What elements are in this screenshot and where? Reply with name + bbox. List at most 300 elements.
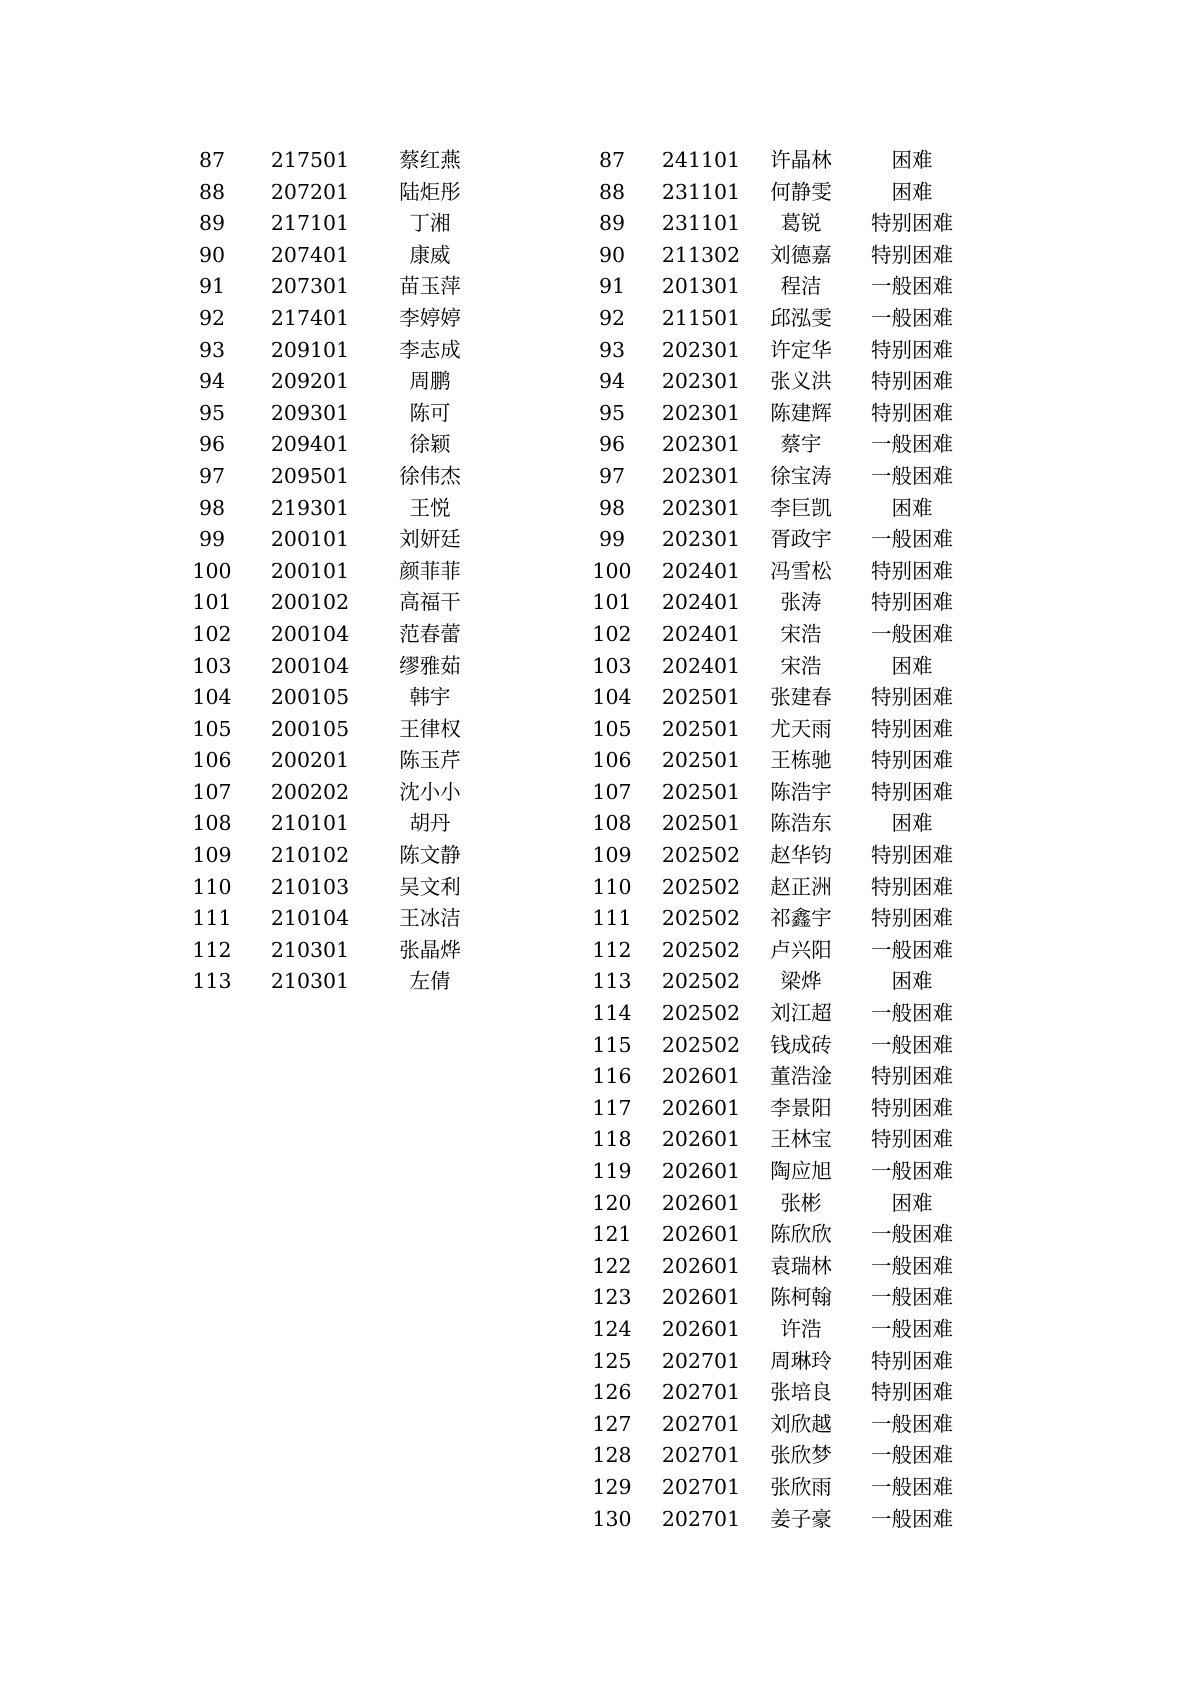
cell-name: 陆炬彤 <box>399 179 461 204</box>
cell-id: 202401 <box>661 653 741 678</box>
cell-level: 特别困难 <box>871 1064 953 1089</box>
cell-level: 一般困难 <box>871 1253 953 1278</box>
cell-no: 115 <box>592 1032 632 1057</box>
cell-id: 200202 <box>270 779 350 804</box>
cell-no: 89 <box>198 211 226 236</box>
cell-name: 徐伟杰 <box>399 463 461 488</box>
table-row <box>182 240 482 272</box>
right-roster-table <box>584 145 984 1535</box>
cell-id: 241101 <box>661 148 741 172</box>
table-row <box>584 998 984 1030</box>
table-row <box>584 208 984 240</box>
cell-name: 苗玉萍 <box>399 274 461 299</box>
table-row <box>182 177 482 209</box>
cell-id: 202701 <box>661 1380 741 1405</box>
cell-id: 202301 <box>661 369 741 394</box>
cell-level: 特别困难 <box>871 558 953 583</box>
table-row <box>182 587 482 619</box>
cell-name: 张欣雨 <box>770 1474 832 1499</box>
table-row <box>584 1124 984 1156</box>
table-row <box>584 1156 984 1188</box>
cell-no: 95 <box>198 400 226 425</box>
cell-level: 特别困难 <box>871 1380 953 1405</box>
table-row <box>584 524 984 556</box>
table-row <box>182 682 482 714</box>
cell-name: 葛锐 <box>780 211 822 236</box>
cell-no: 124 <box>592 1316 632 1341</box>
cell-level: 特别困难 <box>871 590 953 615</box>
table-row <box>182 366 482 398</box>
table-row <box>584 461 984 493</box>
cell-name: 钱成砖 <box>770 1032 832 1057</box>
cell-no: 110 <box>592 874 632 899</box>
cell-id: 209301 <box>270 400 350 425</box>
cell-no: 122 <box>592 1253 632 1278</box>
cell-level: 特别困难 <box>871 369 953 394</box>
table-row <box>584 177 984 209</box>
table-row <box>584 1061 984 1093</box>
cell-id: 209501 <box>270 463 350 488</box>
cell-id: 202502 <box>661 906 741 931</box>
cell-name: 蔡红燕 <box>399 148 461 172</box>
cell-no: 126 <box>592 1380 632 1405</box>
cell-id: 202502 <box>661 1032 741 1057</box>
cell-name: 吴文利 <box>399 874 461 899</box>
cell-level: 特别困难 <box>871 400 953 425</box>
cell-level: 一般困难 <box>871 1506 953 1531</box>
cell-name: 姜子豪 <box>770 1506 832 1531</box>
table-row <box>584 145 984 177</box>
table-row <box>584 1093 984 1125</box>
table-row <box>584 808 984 840</box>
table-row <box>182 208 482 240</box>
cell-name: 尤天雨 <box>770 716 832 741</box>
cell-no: 113 <box>592 969 632 994</box>
cell-no: 90 <box>598 242 626 267</box>
table-row <box>182 840 482 872</box>
cell-no: 87 <box>598 148 626 172</box>
table-row <box>584 872 984 904</box>
cell-id: 202501 <box>661 685 741 710</box>
cell-name: 陈浩宇 <box>770 779 832 804</box>
cell-no: 103 <box>592 653 632 678</box>
cell-name: 陈可 <box>409 400 451 425</box>
cell-no: 117 <box>592 1095 632 1120</box>
cell-name: 颜菲菲 <box>399 558 461 583</box>
cell-no: 89 <box>598 211 626 236</box>
cell-name: 陈欣欣 <box>770 1222 832 1247</box>
cell-level: 困难 <box>891 811 933 836</box>
table-row <box>584 1377 984 1409</box>
cell-name: 韩宇 <box>409 685 451 710</box>
cell-no: 99 <box>198 527 226 552</box>
cell-no: 90 <box>198 242 226 267</box>
cell-id: 209201 <box>270 369 350 394</box>
cell-id: 202501 <box>661 811 741 836</box>
cell-name: 赵华钧 <box>770 843 832 868</box>
cell-level: 特别困难 <box>871 685 953 710</box>
table-row <box>584 1251 984 1283</box>
table-row <box>182 903 482 935</box>
cell-name: 陈文静 <box>399 843 461 868</box>
cell-no: 99 <box>598 527 626 552</box>
cell-no: 97 <box>598 463 626 488</box>
cell-id: 202502 <box>661 937 741 962</box>
table-row <box>584 1409 984 1441</box>
cell-level: 特别困难 <box>871 843 953 868</box>
cell-no: 127 <box>592 1411 632 1436</box>
cell-level: 特别困难 <box>871 1095 953 1120</box>
cell-no: 100 <box>192 558 232 583</box>
cell-level: 一般困难 <box>871 1159 953 1183</box>
table-row <box>584 240 984 272</box>
cell-name: 胡丹 <box>409 811 451 836</box>
cell-id: 202401 <box>661 590 741 615</box>
cell-name: 范春蕾 <box>399 621 461 646</box>
cell-level: 一般困难 <box>871 305 953 330</box>
table-row <box>584 556 984 588</box>
cell-name: 王律权 <box>399 716 461 741</box>
cell-id: 202701 <box>661 1474 741 1499</box>
cell-id: 202301 <box>661 400 741 425</box>
cell-id: 207301 <box>270 274 350 299</box>
table-row <box>584 1472 984 1504</box>
cell-id: 200201 <box>270 748 350 773</box>
cell-name: 祁鑫宇 <box>770 906 832 931</box>
table-row <box>584 903 984 935</box>
cell-name: 许晶林 <box>770 148 832 172</box>
cell-no: 98 <box>198 495 226 520</box>
cell-no: 101 <box>192 590 232 615</box>
table-row <box>584 1188 984 1220</box>
cell-name: 许浩 <box>780 1316 822 1341</box>
cell-name: 王林宝 <box>770 1127 832 1152</box>
cell-name: 王悦 <box>409 495 451 520</box>
cell-no: 88 <box>598 179 626 204</box>
cell-id: 200105 <box>270 685 350 710</box>
cell-id: 200101 <box>270 527 350 552</box>
table-row <box>182 935 482 967</box>
table-row <box>584 1282 984 1314</box>
cell-no: 104 <box>592 685 632 710</box>
cell-name: 王栋驰 <box>770 748 832 773</box>
cell-no: 112 <box>592 937 632 962</box>
table-row <box>182 966 482 998</box>
table-row <box>182 872 482 904</box>
cell-id: 202701 <box>661 1506 741 1531</box>
table-row <box>584 1440 984 1472</box>
cell-id: 217501 <box>270 148 350 172</box>
table-row <box>584 619 984 651</box>
cell-level: 一般困难 <box>871 463 953 488</box>
table-row <box>182 461 482 493</box>
table-row <box>182 651 482 683</box>
cell-name: 陈浩东 <box>770 811 832 836</box>
cell-no: 97 <box>198 463 226 488</box>
cell-id: 202501 <box>661 716 741 741</box>
cell-no: 94 <box>598 369 626 394</box>
cell-no: 106 <box>592 748 632 773</box>
cell-name: 卢兴阳 <box>770 937 832 962</box>
cell-name: 刘欣越 <box>770 1411 832 1436</box>
cell-level: 困难 <box>891 179 933 204</box>
cell-no: 101 <box>592 590 632 615</box>
cell-no: 92 <box>198 305 226 330</box>
table-row <box>182 619 482 651</box>
cell-id: 200104 <box>270 653 350 678</box>
cell-level: 一般困难 <box>871 1443 953 1468</box>
left-roster-table <box>182 145 482 998</box>
right-roster-body <box>584 145 984 1535</box>
cell-id: 210101 <box>270 811 350 836</box>
cell-id: 217101 <box>270 211 350 236</box>
table-row <box>182 556 482 588</box>
cell-no: 113 <box>192 969 232 994</box>
cell-no: 102 <box>592 621 632 646</box>
cell-name: 何静雯 <box>770 179 832 204</box>
cell-id: 200104 <box>270 621 350 646</box>
cell-no: 108 <box>592 811 632 836</box>
table-row <box>584 840 984 872</box>
cell-name: 丁湘 <box>409 211 451 236</box>
cell-level: 特别困难 <box>871 906 953 931</box>
cell-id: 210301 <box>270 969 350 994</box>
cell-no: 128 <box>592 1443 632 1468</box>
table-row <box>584 651 984 683</box>
cell-id: 202601 <box>661 1159 741 1183</box>
cell-level: 特别困难 <box>871 748 953 773</box>
table-row <box>182 429 482 461</box>
cell-id: 202601 <box>661 1064 741 1089</box>
cell-no: 119 <box>592 1159 632 1183</box>
table-row <box>584 303 984 335</box>
cell-name: 王冰洁 <box>399 906 461 931</box>
cell-no: 88 <box>198 179 226 204</box>
cell-no: 130 <box>592 1506 632 1531</box>
cell-id: 202601 <box>661 1253 741 1278</box>
cell-id: 202701 <box>661 1443 741 1468</box>
table-row <box>584 1030 984 1062</box>
cell-no: 107 <box>592 779 632 804</box>
cell-no: 91 <box>598 274 626 299</box>
cell-no: 96 <box>198 432 226 457</box>
table-row <box>584 429 984 461</box>
cell-name: 沈小小 <box>399 779 461 804</box>
cell-no: 114 <box>592 1001 632 1026</box>
cell-id: 202301 <box>661 337 741 362</box>
cell-name: 李志成 <box>399 337 461 362</box>
cell-id: 202601 <box>661 1222 741 1247</box>
cell-no: 91 <box>198 274 226 299</box>
table-row <box>182 493 482 525</box>
cell-id: 211302 <box>661 242 741 267</box>
cell-id: 217401 <box>270 305 350 330</box>
cell-name: 张培良 <box>770 1380 832 1405</box>
cell-id: 202502 <box>661 843 741 868</box>
cell-no: 100 <box>592 558 632 583</box>
cell-id: 210103 <box>270 874 350 899</box>
cell-no: 109 <box>592 843 632 868</box>
table-row <box>182 271 482 303</box>
cell-level: 一般困难 <box>871 937 953 962</box>
cell-level: 一般困难 <box>871 1411 953 1436</box>
cell-name: 周鹏 <box>409 369 451 394</box>
cell-level: 一般困难 <box>871 274 953 299</box>
table-row <box>584 398 984 430</box>
cell-level: 特别困难 <box>871 1127 953 1152</box>
table-row <box>584 777 984 809</box>
table-row <box>584 1346 984 1378</box>
cell-id: 202301 <box>661 527 741 552</box>
cell-no: 118 <box>592 1127 632 1152</box>
table-row <box>584 682 984 714</box>
cell-level: 一般困难 <box>871 527 953 552</box>
cell-id: 202401 <box>661 558 741 583</box>
cell-name: 宋浩 <box>780 653 822 678</box>
cell-name: 康威 <box>409 242 451 267</box>
cell-no: 111 <box>592 906 632 931</box>
cell-id: 202601 <box>661 1190 741 1215</box>
cell-name: 赵正洲 <box>770 874 832 899</box>
table-row <box>584 587 984 619</box>
cell-id: 219301 <box>270 495 350 520</box>
cell-name: 刘妍廷 <box>399 527 461 552</box>
cell-level: 一般困难 <box>871 1032 953 1057</box>
cell-name: 蔡宇 <box>780 432 822 457</box>
table-row <box>584 966 984 998</box>
cell-id: 210102 <box>270 843 350 868</box>
table-row <box>584 1314 984 1346</box>
cell-name: 李景阳 <box>770 1095 832 1120</box>
table-row <box>584 1219 984 1251</box>
table-row <box>182 808 482 840</box>
cell-name: 董浩淦 <box>770 1064 832 1089</box>
cell-no: 125 <box>592 1348 632 1373</box>
cell-id: 202601 <box>661 1316 741 1341</box>
cell-name: 刘德嘉 <box>770 242 832 267</box>
cell-name: 张欣梦 <box>770 1443 832 1468</box>
cell-no: 123 <box>592 1285 632 1310</box>
cell-id: 202601 <box>661 1127 741 1152</box>
cell-id: 201301 <box>661 274 741 299</box>
cell-no: 107 <box>192 779 232 804</box>
cell-id: 210104 <box>270 906 350 931</box>
cell-level: 特别困难 <box>871 874 953 899</box>
cell-no: 105 <box>192 716 232 741</box>
table-row <box>182 335 482 367</box>
cell-no: 108 <box>192 811 232 836</box>
cell-level: 一般困难 <box>871 621 953 646</box>
table-row <box>182 745 482 777</box>
cell-level: 一般困难 <box>871 432 953 457</box>
cell-id: 202502 <box>661 1001 741 1026</box>
cell-level: 一般困难 <box>871 1316 953 1341</box>
cell-name: 冯雪松 <box>770 558 832 583</box>
cell-name: 许定华 <box>770 337 832 362</box>
cell-no: 105 <box>592 716 632 741</box>
cell-no: 87 <box>198 148 226 172</box>
cell-id: 209101 <box>270 337 350 362</box>
cell-id: 202301 <box>661 432 741 457</box>
cell-name: 胥政宇 <box>770 527 832 552</box>
cell-no: 102 <box>192 621 232 646</box>
cell-id: 210301 <box>270 937 350 962</box>
cell-level: 特别困难 <box>871 211 953 236</box>
cell-no: 109 <box>192 843 232 868</box>
cell-no: 112 <box>192 937 232 962</box>
cell-level: 特别困难 <box>871 337 953 362</box>
table-row <box>182 303 482 335</box>
cell-no: 120 <box>592 1190 632 1215</box>
cell-id: 202601 <box>661 1095 741 1120</box>
cell-id: 211501 <box>661 305 741 330</box>
cell-level: 一般困难 <box>871 1474 953 1499</box>
cell-id: 231101 <box>661 211 741 236</box>
cell-no: 93 <box>598 337 626 362</box>
cell-no: 106 <box>192 748 232 773</box>
cell-name: 张涛 <box>780 590 822 615</box>
table-row <box>584 271 984 303</box>
cell-name: 缪雅茹 <box>399 653 461 678</box>
cell-id: 202301 <box>661 463 741 488</box>
cell-level: 特别困难 <box>871 779 953 804</box>
cell-no: 98 <box>598 495 626 520</box>
cell-level: 困难 <box>891 495 933 520</box>
cell-name: 高福干 <box>399 590 461 615</box>
table-row <box>584 714 984 746</box>
cell-no: 93 <box>198 337 226 362</box>
cell-no: 104 <box>192 685 232 710</box>
cell-name: 宋浩 <box>780 621 822 646</box>
cell-no: 103 <box>192 653 232 678</box>
table-row <box>182 777 482 809</box>
cell-id: 202401 <box>661 621 741 646</box>
cell-level: 一般困难 <box>871 1285 953 1310</box>
table-row <box>182 145 482 177</box>
cell-name: 刘江超 <box>770 1001 832 1026</box>
cell-id: 200102 <box>270 590 350 615</box>
cell-name: 徐颖 <box>409 432 451 457</box>
cell-no: 121 <box>592 1222 632 1247</box>
cell-name: 陶应旭 <box>770 1159 832 1183</box>
cell-name: 梁烨 <box>780 969 822 994</box>
cell-name: 袁瑞林 <box>770 1253 832 1278</box>
table-row <box>182 524 482 556</box>
table-row <box>584 1504 984 1536</box>
table-row <box>584 493 984 525</box>
table-row <box>584 935 984 967</box>
cell-name: 张建春 <box>770 685 832 710</box>
cell-level: 一般困难 <box>871 1222 953 1247</box>
cell-level: 一般困难 <box>871 1001 953 1026</box>
table-row <box>584 745 984 777</box>
cell-id: 202501 <box>661 748 741 773</box>
cell-level: 困难 <box>891 969 933 994</box>
cell-id: 207401 <box>270 242 350 267</box>
cell-name: 李巨凯 <box>770 495 832 520</box>
cell-no: 95 <box>598 400 626 425</box>
cell-id: 200101 <box>270 558 350 583</box>
cell-name: 徐宝涛 <box>770 463 832 488</box>
cell-level: 困难 <box>891 653 933 678</box>
cell-name: 程洁 <box>780 274 822 299</box>
cell-name: 左倩 <box>409 969 451 994</box>
cell-no: 96 <box>598 432 626 457</box>
table-row <box>584 366 984 398</box>
cell-name: 周琳玲 <box>770 1348 832 1373</box>
table-row <box>584 335 984 367</box>
cell-no: 92 <box>598 305 626 330</box>
